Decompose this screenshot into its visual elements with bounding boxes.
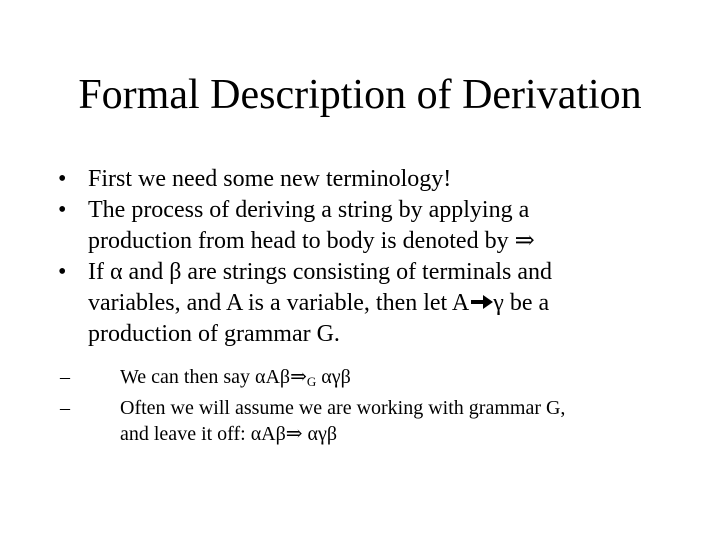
bullet-marker: • [58, 259, 67, 285]
sub-bullet-text: Often we will assume we are working with grammar G, [120, 397, 566, 419]
bullet-marker: • [58, 166, 67, 192]
bullet-text: production of grammar G. [88, 321, 340, 347]
sub-bullet-text: and leave it off: αAβ⇒ αγβ [120, 423, 338, 445]
bullet-text: The process of deriving a string by applying a [88, 197, 530, 223]
bullet-marker: • [58, 197, 67, 223]
sub-bullet-list [58, 364, 698, 447]
slide-title: Formal Description of Derivation [78, 72, 642, 118]
bullet-text: γ be a [493, 290, 550, 316]
grammar-subscript: G [306, 374, 317, 389]
bullet-text: First we need some new terminology! [88, 166, 452, 192]
formula-text: We can then say αAβ⇒ [120, 366, 307, 388]
sub-bullet-assume-grammar [58, 395, 698, 447]
arrow-right-icon [471, 295, 493, 309]
bullet-text: variables, and A is a variable, then let A [88, 290, 470, 316]
bullet-list [58, 164, 698, 447]
sub-bullet-derivation-example [58, 364, 698, 395]
sub-bullet-marker: – [60, 397, 70, 419]
sub-bullet-marker: – [60, 366, 70, 388]
bullet-text: production from head to body is denoted by ⇒ [88, 228, 535, 254]
bullet-text: If α and β are strings consisting of terminals and [88, 259, 553, 285]
formula-text: αγβ [316, 366, 351, 388]
sub-bullet-text [120, 364, 698, 395]
bullet-text-with-arrow [88, 288, 698, 319]
bullet-production-definition [58, 257, 698, 447]
bullet-terminology [58, 164, 698, 195]
bullet-derivation-process [58, 195, 698, 257]
